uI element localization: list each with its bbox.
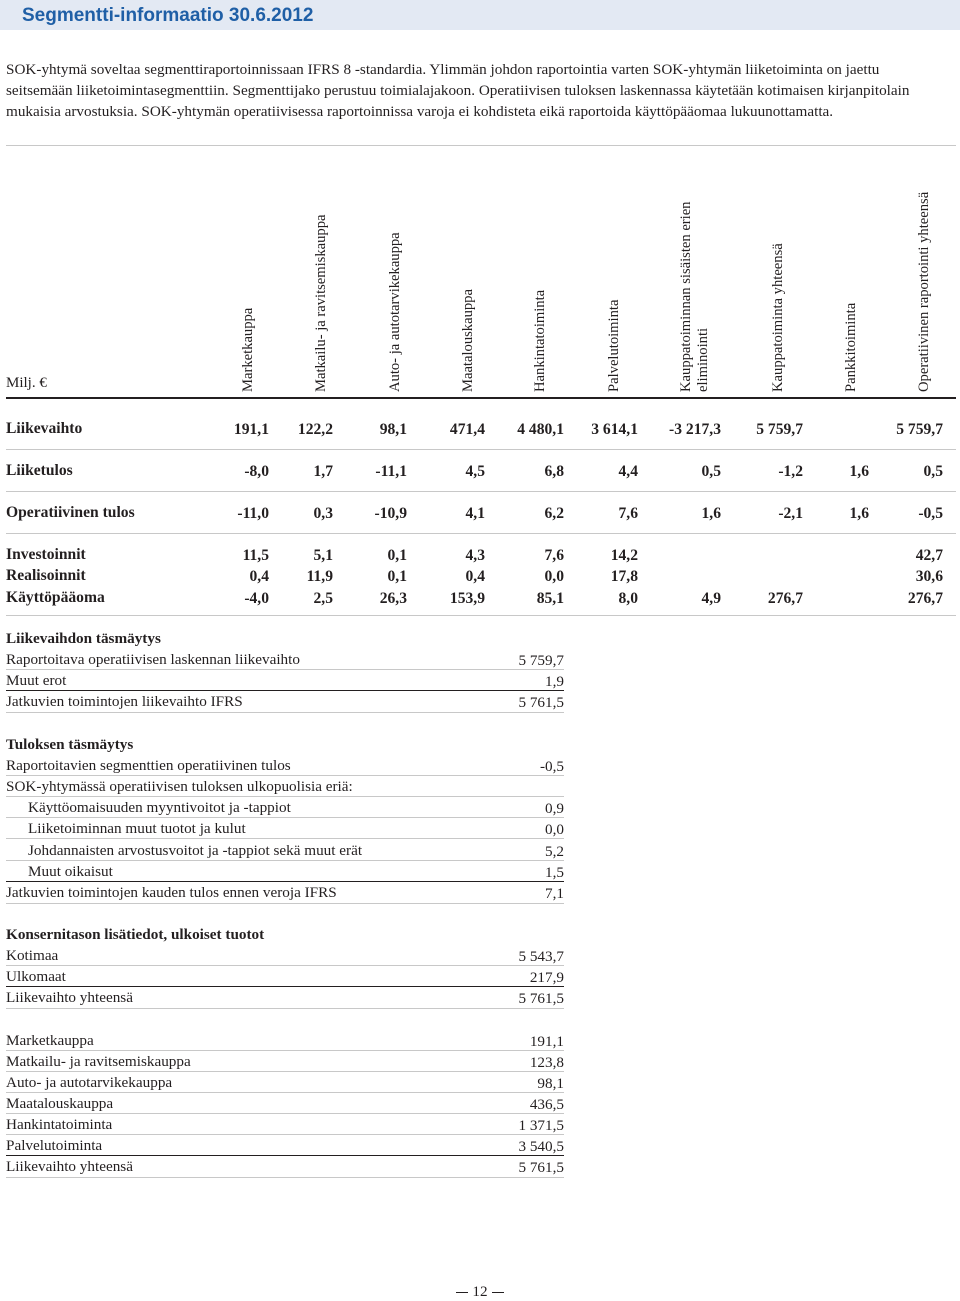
recon-rule [6,1071,564,1072]
recon-rule [6,881,564,882]
table-cell: 17,8 [610,568,638,585]
column-header-line: Operatiivinen raportointi yhteensä [916,191,932,392]
recon-label: Palvelutoiminta [6,1137,103,1154]
column-header-line: Matkailu- ja ravitsemiskauppa [313,214,329,392]
recon-rule [6,690,564,691]
column-header-line: eliminointi [695,327,711,392]
table-cell: 30,6 [915,568,943,585]
recon-value: 217,9 [529,969,564,986]
recon-label: Jatkuvien toimintojen kauden tulos ennen veroja IFRS [6,884,337,901]
recon-label: Jatkuvien toimintojen liikevaihto IFRS [6,693,243,710]
recon-value: 7,1 [545,885,564,902]
recon-label: Ulkomaat [6,968,66,985]
column-header-line: Kauppatoiminnan sisäisten erien [678,201,694,392]
recon-rule [6,669,564,670]
recon-value: 123,8 [529,1054,564,1071]
recon-value: 5 761,5 [518,694,564,711]
table-cell: 11,9 [306,568,333,585]
table-cell: 1,6 [849,463,869,480]
table-cell: 11,5 [242,547,269,564]
table-cell: 1,6 [849,505,869,522]
row-divider [6,533,956,534]
recon-label: Hankintatoiminta [6,1116,113,1133]
recon-rule [6,1134,564,1135]
recon-rule [6,817,564,818]
recon-rule [6,838,564,839]
row-divider [6,491,956,492]
table-cell: 2,5 [313,590,333,607]
recon-value: 0,0 [545,821,564,838]
recon-label: Maatalouskauppa [6,1095,114,1112]
recon-rule [6,1092,564,1093]
table-cell: 14,2 [610,547,638,564]
page-number [0,1283,960,1301]
recon-value: 0,9 [545,800,564,817]
table-cell: 0,3 [313,505,333,522]
recon-value: 5,2 [545,843,564,860]
table-cell: 1,7 [313,463,333,480]
column-header-line: Marketkauppa [240,307,256,392]
recon-label: Johdannaisten arvostusvoitot ja -tappiot sekä muut erät [28,842,363,859]
dash-left [456,1292,468,1293]
table-cell: 85,1 [536,590,564,607]
column-header [843,303,860,392]
recon-label: Liikevaihto yhteensä [6,989,133,1006]
recon-rule [6,903,564,904]
column-header [313,214,330,392]
table-cell: 4,5 [465,463,485,480]
recon-value: 5 761,5 [518,990,564,1007]
recon-value: 1,5 [545,864,564,881]
column-header-line: Kauppatoiminta yhteensä [770,243,786,392]
table-cell: 7,6 [544,547,564,564]
recon-rule [6,1177,564,1178]
table-cell: 4,3 [465,547,485,564]
section-title: Konsernitason lisätiedot, ulkoiset tuotot [6,926,265,943]
recon-rule [6,1113,564,1114]
recon-rule [6,986,564,987]
column-header [678,202,712,392]
table-header-rule [6,397,956,399]
table-cell: 191,1 [233,421,269,438]
table-cell: -0,5 [918,505,943,522]
column-header-line: Hankintatoiminta [532,289,548,392]
row-label: Realisoinnit [6,567,86,584]
recon-rule [6,860,564,861]
recon-label: Marketkauppa [6,1032,94,1049]
column-header [460,289,477,392]
table-cell: 276,7 [767,590,803,607]
recon-value: 191,1 [529,1033,564,1050]
table-cell: 471,4 [449,421,485,438]
table-cell: 122,2 [297,421,333,438]
table-cell: 6,8 [544,463,564,480]
table-cell: 0,1 [387,547,407,564]
row-label: Käyttöpääoma [6,589,105,606]
row-label: Operatiivinen tulos [6,504,135,521]
table-cell: 0,4 [465,568,485,585]
recon-label: SOK-yhtymässä operatiivisen tuloksen ulkopuolisia eriä: [6,778,353,795]
unit-label: Milj. € [6,375,47,391]
table-cell: 1,6 [701,505,721,522]
recon-label: Raportoitavien segmenttien operatiivinen tulos [6,757,291,774]
column-header-line: Pankkitoiminta [843,302,859,392]
recon-label: Kotimaa [6,947,59,964]
page-number-value: 12 [472,1283,488,1300]
table-cell: 4,9 [701,590,721,607]
column-header-line: Palvelutoiminta [606,299,622,392]
column-header [240,308,257,392]
recon-label: Liikevaihto yhteensä [6,1158,133,1175]
recon-value: 1,9 [545,673,564,690]
column-header [770,243,787,392]
dash-right [492,1292,504,1293]
recon-label: Auto- ja autotarvikekauppa [6,1074,173,1091]
table-cell: 7,6 [618,505,638,522]
table-cell: -3 217,3 [669,421,721,438]
table-cell: -11,1 [375,463,407,480]
section-title: Liikevaihdon täsmäytys [6,630,161,647]
recon-rule [6,712,564,713]
section-title: Tuloksen täsmäytys [6,736,134,753]
table-cell: 5 759,7 [756,421,803,438]
column-header-line: Auto- ja autotarvikekauppa [387,232,403,392]
row-label: Investoinnit [6,546,86,563]
table-cell: 276,7 [907,590,943,607]
table-cell: -8,0 [244,463,269,480]
recon-label: Käyttöomaisuuden myyntivoitot ja -tappiot [28,799,291,816]
header-bar [0,0,960,30]
table-cell: 42,7 [915,547,943,564]
recon-label: Muut oikaisut [28,863,113,880]
recon-value: 5 761,5 [518,1159,564,1176]
table-cell: 26,3 [379,590,407,607]
recon-value: 98,1 [537,1075,564,1092]
table-cell: 5,1 [313,547,333,564]
row-label: Liiketulos [6,462,73,479]
recon-label: Matkailu- ja ravitsemiskauppa [6,1053,191,1070]
table-cell: -2,1 [778,505,803,522]
table-cell: 6,2 [544,505,564,522]
page-title: Segmentti-informaatio 30.6.2012 [22,5,314,26]
column-header-line: Maatalouskauppa [460,289,476,392]
recon-value: 3 540,5 [518,1138,564,1155]
table-cell: 0,5 [701,463,721,480]
column-header [532,290,549,392]
recon-label: Muut erot [6,672,67,689]
table-cell: 0,5 [923,463,943,480]
row-label: Liikevaihto [6,420,83,437]
column-header [387,232,404,392]
recon-rule [6,1155,564,1156]
table-cell: 5 759,7 [896,421,943,438]
table-bottom-rule [6,615,956,616]
column-header [606,300,623,392]
recon-value: 5 759,7 [518,652,564,669]
table-cell: 8,0 [618,590,638,607]
divider [6,145,956,146]
table-cell: 3 614,1 [591,421,638,438]
recon-value: 5 543,7 [518,948,564,965]
table-cell: 4,4 [618,463,638,480]
table-cell: -11,0 [237,505,269,522]
recon-value: 436,5 [529,1096,564,1113]
recon-rule [6,1008,564,1009]
recon-rule [6,965,564,966]
column-header [916,192,933,392]
row-divider [6,449,956,450]
table-cell: 4,1 [465,505,485,522]
recon-rule [6,1050,564,1051]
table-cell: 0,1 [387,568,407,585]
table-cell: -10,9 [374,505,407,522]
recon-rule [6,796,564,797]
recon-label: Liiketoiminnan muut tuotot ja kulut [28,820,246,837]
table-cell: 98,1 [379,421,407,438]
recon-rule [6,775,564,776]
table-cell: 0,0 [544,568,564,585]
recon-label: Raportoitava operatiivisen laskennan liikevaihto [6,651,300,668]
table-cell: -4,0 [244,590,269,607]
recon-value: 1 371,5 [518,1117,564,1134]
recon-value: -0,5 [539,758,564,775]
table-cell: 0,4 [249,568,269,585]
table-cell: 153,9 [449,590,485,607]
table-cell: 4 480,1 [517,421,564,438]
intro-paragraph: SOK-yhtymä soveltaa segmenttiraportoinnissaan IFRS 8 -standardia. Ylimmän johdon raportointia varten SOK-yhtymän liiketoiminta on jaettu seitsemään liiketoimintasegmenttiin. Segmenttijako perustuu toimialajakoon. Operatiivisen tuloksen laskennassa käytetään kotimaisen kirjanpitolain mukaisia arvostuksia. SOK-yhtymän operatiivisessa raportoinnissa varoja ei kohdisteta eikä raportoida käyttöpääomaa lukuunottamatta. [6,61,910,121]
table-cell: -1,2 [778,463,803,480]
